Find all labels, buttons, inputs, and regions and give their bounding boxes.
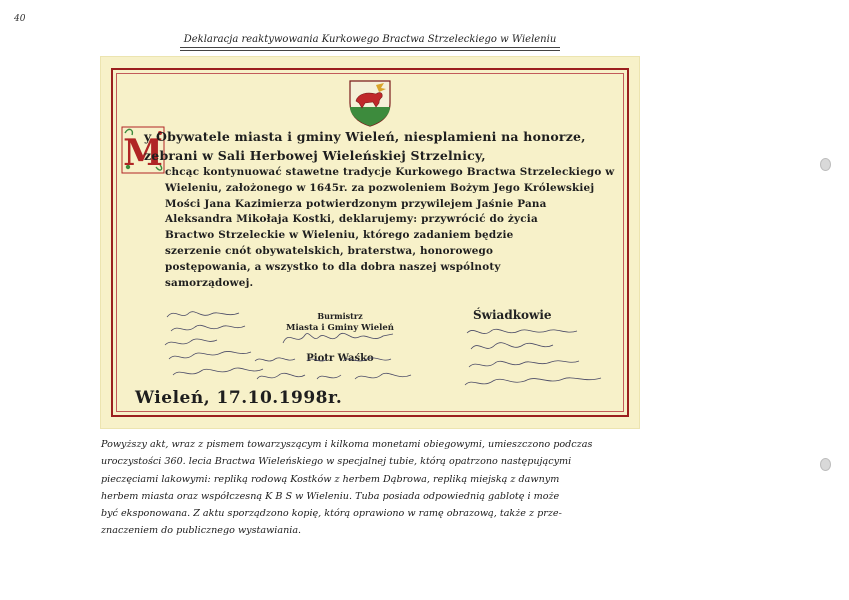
svg-text:M: M <box>123 132 163 174</box>
citizens-signatures-center <box>251 353 421 387</box>
declaration-line: szerzenie cnót obywatelskich, braterstwa, honorowego <box>165 244 494 257</box>
declaration-line: Mości Jana Kazimierza potwierdzonym przywilejem Jaśnie Pana <box>165 197 547 210</box>
binder-hole <box>820 158 831 171</box>
note-line: herbem miasta oraz współczesną K B S w Wieleniu. Tuba posiada odpowiednią gablotę i może <box>101 490 560 502</box>
note-line: być eksponowana. Z aktu sporządzono kopię, którą oprawiono w ramę obrazową, także z prze- <box>101 508 562 520</box>
declaration-line: Bractwo Strzeleckie w Wieleniu, którego zadaniem będzie <box>165 229 514 242</box>
mayor-name: Piotr Waśko <box>306 353 374 364</box>
note-line: uroczystości 360. lecia Bractwa Wieleńskiego w specjalnej tubie, którą opatrzono następującymi <box>101 456 572 468</box>
witnesses-signatures <box>461 325 611 395</box>
mayor-title: Burmistrz <box>317 311 363 321</box>
mayor-office: Miasta i Gminy Wieleń <box>286 323 394 333</box>
mayor-signature <box>279 327 399 349</box>
declaration-line: Wieleniu, założonego w 1645r. za pozwoleniem Bożym Jego Królewskiej <box>165 181 595 194</box>
witnesses-label: Świadkowie <box>473 308 552 322</box>
declaration-line: chcąc kontynuować stawetne tradycje Kurkowego Bractwa Strzeleckiego w <box>165 166 615 178</box>
handwritten-note <box>101 436 661 540</box>
page-title: Deklaracja reaktywowania Kurkowego Bractwa Strzeleckiego w Wieleniu <box>180 34 560 48</box>
declaration-line: samorządowej. <box>165 276 254 289</box>
place-and-date: Wieleń, 17.10.1998r. <box>135 388 343 408</box>
declaration-line: zebrani w Sali Herbowej Wieleńskiej Strzelnicy, <box>144 148 486 163</box>
coat-of-arms-icon <box>346 77 394 127</box>
declaration-line: y Obywatele miasta i gminy Wieleń, niesplamieni na honorze, <box>144 129 586 144</box>
declaration-line: Aleksandra Mikołaja Kostki, deklarujemy: przywrócić do życia <box>165 213 538 226</box>
page-number: 40 <box>14 14 26 24</box>
note-line: Powyższy akt, wraz z pismem towarzyszącym i kilkoma monetami obiegowymi, umieszczono podczas <box>101 439 593 450</box>
declaration-text <box>141 127 615 291</box>
binder-hole <box>820 458 831 471</box>
note-line: znaczeniem do publicznego wystawiania. <box>101 525 302 537</box>
declaration-document <box>101 57 639 428</box>
declaration-line: postępowania, a wszystko to dla dobra naszej wspólnoty <box>165 260 501 273</box>
note-line: pieczęciami lakowymi: repliką rodową Kostków z herbem Dąbrowa, repliką miejską z dawnym <box>101 473 560 485</box>
